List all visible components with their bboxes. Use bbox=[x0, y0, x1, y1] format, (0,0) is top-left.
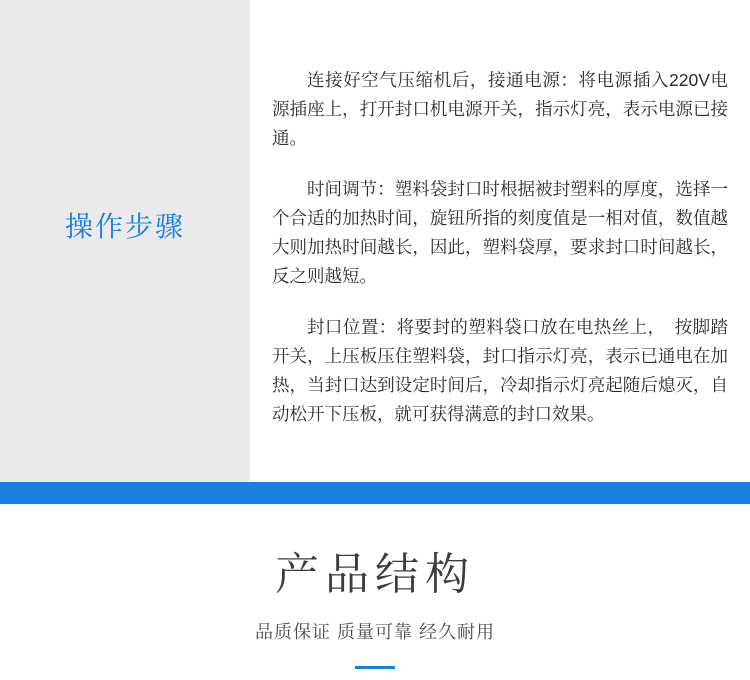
product-structure-section bbox=[0, 504, 750, 680]
step-paragraph-1: 连接好空气压缩机后，接通电源：将电源插入220V电源插座上，打开封口机电源开关，指示灯亮，表示电源已接通。 bbox=[272, 70, 728, 148]
product-structure-title: 产品结构 bbox=[275, 550, 475, 599]
section-title: 操作步骤 bbox=[64, 211, 185, 242]
accent-underline bbox=[355, 666, 395, 669]
section-title-panel bbox=[0, 0, 250, 482]
step-paragraph-3: 封口位置：将要封的塑料袋口放在电热丝上， 按脚踏开关，上压板压住塑料袋，封口指示灯亮，表示已通电在加热，当封口达到设定时间后，冷却指示灯亮起随后熄灭，自动松开下压板，就可获得满意的封口效果。 bbox=[272, 317, 728, 424]
blue-divider-bar bbox=[0, 482, 750, 504]
product-structure-subtitle: 品质保证 质量可靠 经久耐用 bbox=[254, 622, 495, 642]
step-paragraph-2: 时间调节：塑料袋封口时根据被封塑料的厚度，选择一个合适的加热时间，旋钮所指的刻度值是一相对值，数值越大则加热时间越长，因此，塑料袋厚，要求封口时间越长，反之则越短。 bbox=[272, 179, 728, 286]
steps-text-panel bbox=[250, 0, 750, 482]
